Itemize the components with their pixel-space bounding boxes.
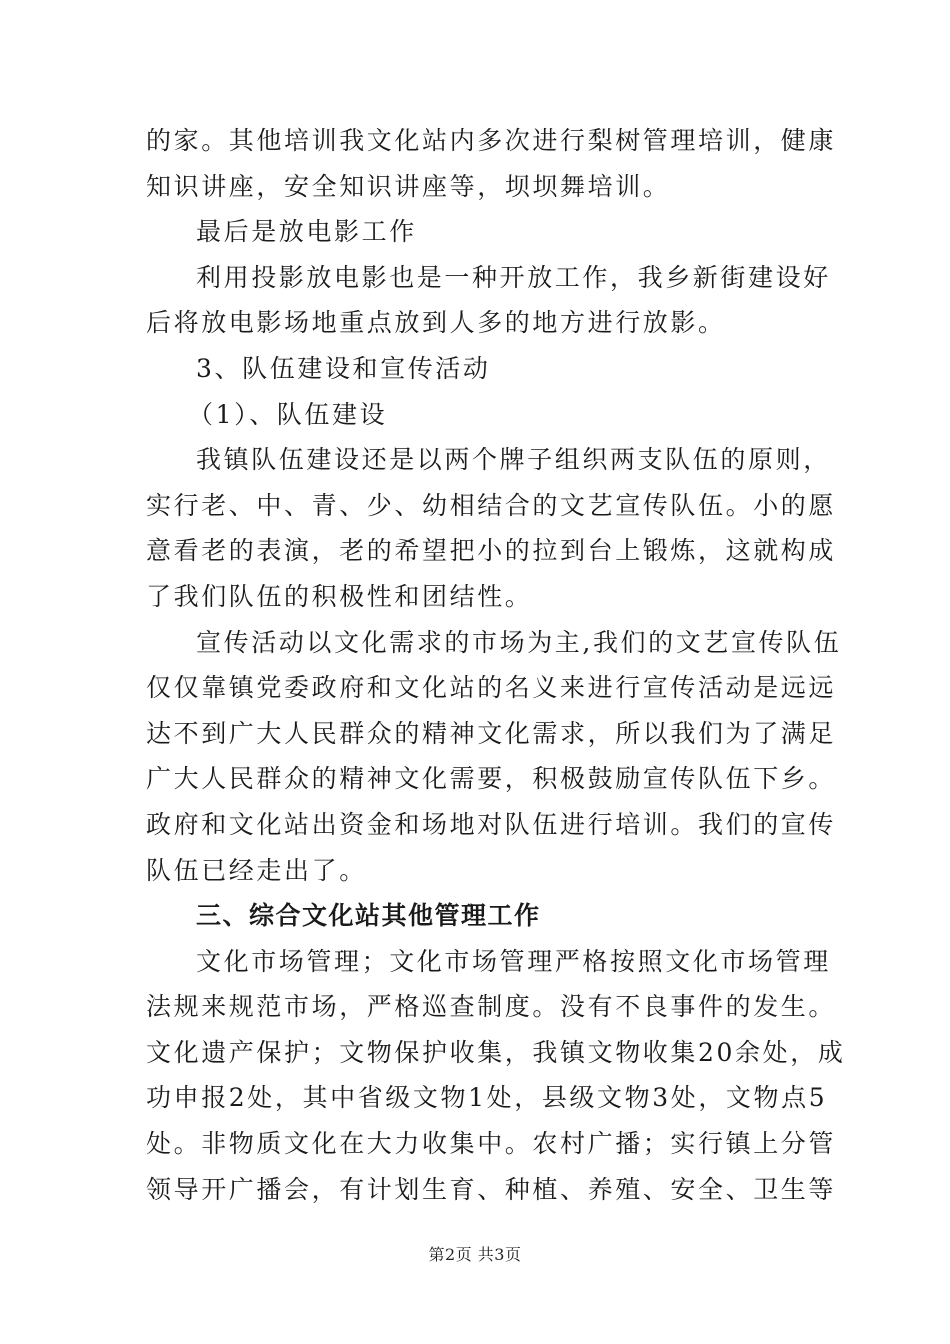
text-line: 知识讲座，安全知识讲座等，坝坝舞培训。 [146,171,671,201]
text-line: 了我们队伍的积极性和团结性。 [146,581,533,611]
text-line: 利用投影放电影也是一种开放工作，我乡新街建设好 [196,262,831,292]
document-body [146,118,846,1212]
text-line: 达不到广大人民群众的精神文化需求，所以我们为了满足 [146,718,837,748]
text-line: 处。非物质文化在大力收集中。农村广播；实行镇上分管 [146,1129,837,1159]
text-line: 意看老的表演，老的希望把小的拉到台上锻炼，这就构成 [146,536,837,566]
page-number-footer: 第2页 共3页 [428,1245,522,1264]
text-line: 队伍已经走出了。 [146,855,367,885]
text-line: 仅仅靠镇党委政府和文化站的名义来进行宣传活动是远远 [146,673,837,703]
text-line: 文化遗产保护；文物保护收集，我镇文物收集20余处，成 [146,1037,846,1067]
text-line: 领导开广播会，有计划生育、种植、养殖、安全、卫生等 [146,1174,837,1204]
text-line: 法规来规范市场，严格巡查制度。没有不良事件的发生。 [146,992,837,1022]
text-line: 文化市场管理；文化市场管理严格按照文化市场管理 [196,946,831,976]
text-line: 广大人民群众的精神文化需要，积极鼓励宣传队伍下乡。 [146,764,837,794]
section-subheading: 3、队伍建设和宣传活动 [196,353,491,383]
text-line: 后将放电影场地重点放到人多的地方进行放影。 [146,308,726,338]
section-heading: 三、综合文化站其他管理工作 [196,901,541,931]
paragraph-title: 最后是放电影工作 [196,217,417,247]
text-line: 宣传活动以文化需求的市场为主,我们的文艺宣传队伍 [196,627,842,657]
text-line: 我镇队伍建设还是以两个牌子组织两支队伍的原则， [196,445,831,475]
subsection-subheading: （1）、队伍建设 [188,399,388,429]
text-line: 的家。其他培训我文化站内多次进行梨树管理培训，健康 [146,126,837,155]
text-line: 政府和文化站出资金和场地对队伍进行培训。我们的宣传 [146,809,837,839]
text-line: 实行老、中、青、少、幼相结合的文艺宣传队伍。小的愿 [146,490,837,520]
text-line: 功申报2处，其中省级文物1处，县级文物3处，文物点5 [146,1083,828,1113]
